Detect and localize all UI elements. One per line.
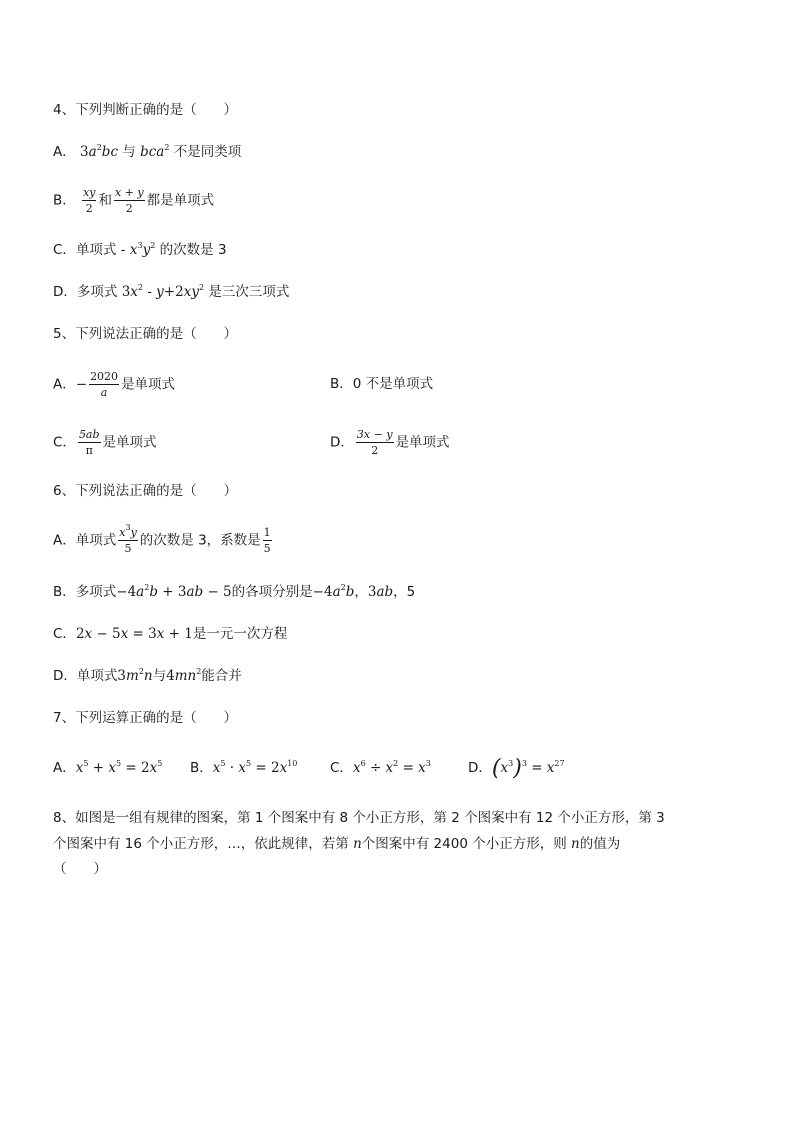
option-text: 的各项分别是	[231, 584, 313, 600]
q7-option-c[interactable]	[330, 758, 431, 778]
q4-option-c[interactable]	[53, 240, 227, 260]
separator: ，	[393, 584, 407, 600]
variable-n: n	[353, 836, 362, 852]
q6-stem: 6、下列说法正确的是（ ）	[53, 483, 238, 499]
q6-option-b[interactable]	[53, 582, 415, 602]
math-term: $x^5 + x^5 = 2x^5$	[75, 759, 163, 776]
q7-option-b[interactable]	[190, 758, 297, 778]
q5-option-a[interactable]	[53, 370, 175, 399]
option-text: 是单项式	[102, 434, 157, 451]
option-text: 与	[152, 668, 167, 684]
math-term: 2x − 5x = 3x + 1	[75, 626, 193, 642]
option-text: 不是同类项	[173, 144, 242, 160]
variable-n: n	[571, 836, 580, 852]
option-text: 是三次三项式	[204, 284, 290, 300]
option-text: 5	[406, 584, 416, 600]
math-term: $3m^2n$	[117, 667, 153, 684]
minus-sign: −	[75, 376, 88, 393]
math-term: $3x^2 - y+2xy^2$	[121, 283, 205, 300]
option-text: 能合并	[201, 668, 242, 684]
option-text: 是单项式	[395, 434, 450, 451]
math-term: $4mn^2$	[166, 667, 202, 684]
math-term: $x^5 \cdot x^5 = 2x^{10}$	[212, 759, 298, 776]
q5-option-b[interactable]	[330, 374, 433, 394]
option-text: 都是单项式	[146, 192, 215, 209]
q6-option-c[interactable]	[53, 624, 287, 644]
math-term: 3ab	[367, 584, 394, 600]
option-text: 和	[98, 192, 112, 209]
q4-option-a[interactable]	[53, 142, 241, 162]
option-text: 单项式 -	[75, 242, 130, 258]
option-label: B．	[53, 584, 76, 600]
option-text: 是单项式	[121, 376, 176, 393]
option-label: D．	[53, 284, 77, 300]
q8-line-1: 8、如图是一组有规律的图案，第 1 个图案中有 8 个小正方形，第 2 个图案中有 12 个小正方形，第 3	[53, 810, 665, 826]
fraction: $\frac{2020}{a}$	[90, 370, 119, 399]
option-text: 多项式	[76, 284, 122, 300]
math-term: bca$^2$	[140, 143, 170, 160]
option-text: 与	[122, 144, 136, 160]
q5-option-c[interactable]	[53, 428, 157, 457]
separator: ，	[354, 584, 368, 600]
option-label: A．	[53, 144, 76, 160]
q7-option-a[interactable]	[53, 758, 162, 778]
option-label: A．	[53, 532, 76, 549]
option-text: 是一元一次方程	[192, 626, 288, 642]
q4-stem: 4、下列判断正确的是（ ）	[53, 102, 238, 118]
option-text: 0 不是单项式	[352, 376, 434, 392]
q6-option-d[interactable]	[53, 666, 242, 686]
option-label: A．	[53, 376, 76, 393]
option-label: C．	[53, 626, 76, 642]
q8-line-3: （ ）	[53, 861, 107, 877]
q7-stem: 7、下列运算正确的是（ ）	[53, 710, 238, 726]
q7-option-d[interactable]	[468, 758, 565, 779]
option-label: C．	[53, 242, 76, 258]
option-label: B．	[330, 376, 353, 392]
fraction: $\frac{xy}{2}$	[83, 186, 96, 215]
math-term: $3a^2bc$	[80, 143, 118, 160]
fraction: $\frac{x^3y}{5}$	[119, 523, 137, 555]
math-term: $x^6 \div x^2 = x^3$	[352, 759, 431, 776]
q5-stem: 5、下列说法正确的是（ ）	[53, 326, 238, 342]
q4-option-b[interactable]	[53, 186, 214, 215]
option-label: D．	[53, 668, 77, 684]
option-text: 单项式	[75, 532, 117, 549]
option-label: C．	[330, 760, 353, 776]
fraction: $\frac{5ab}{\pi}$	[78, 428, 100, 457]
option-text: 单项式	[76, 668, 118, 684]
option-label: B．	[190, 760, 213, 776]
math-term: $x^3y^2$	[129, 241, 156, 258]
fraction: $\frac{3x - y}{2}$	[356, 428, 393, 457]
q6-option-a[interactable]	[53, 523, 274, 555]
option-text: 多项式	[75, 584, 117, 600]
option-label: D．	[468, 760, 492, 776]
option-label: C．	[53, 434, 76, 451]
math-term: $-4a^2b$	[312, 583, 355, 600]
math-term: $(x^3)^3 = x^{27}$	[491, 756, 565, 781]
option-text: 的次数是 3	[155, 242, 227, 258]
q5-option-d[interactable]	[330, 428, 450, 457]
fraction: $\frac{1}{5}$	[263, 526, 271, 555]
fraction: $\frac{x + y}{2}$	[114, 186, 144, 215]
q4-option-d[interactable]	[53, 282, 289, 302]
option-label: B．	[53, 192, 76, 209]
option-label: A．	[53, 760, 76, 776]
option-text: 的次数是 3，系数是	[139, 532, 261, 549]
math-term: $-4a^2b + 3ab - 5$	[116, 583, 232, 600]
q8-line-2: 个图案中有 16 个小正方形，…，依此规律，若第 n个图案中有 2400 个小正方形，则 n的值为	[53, 836, 621, 852]
option-label: D．	[330, 434, 354, 451]
